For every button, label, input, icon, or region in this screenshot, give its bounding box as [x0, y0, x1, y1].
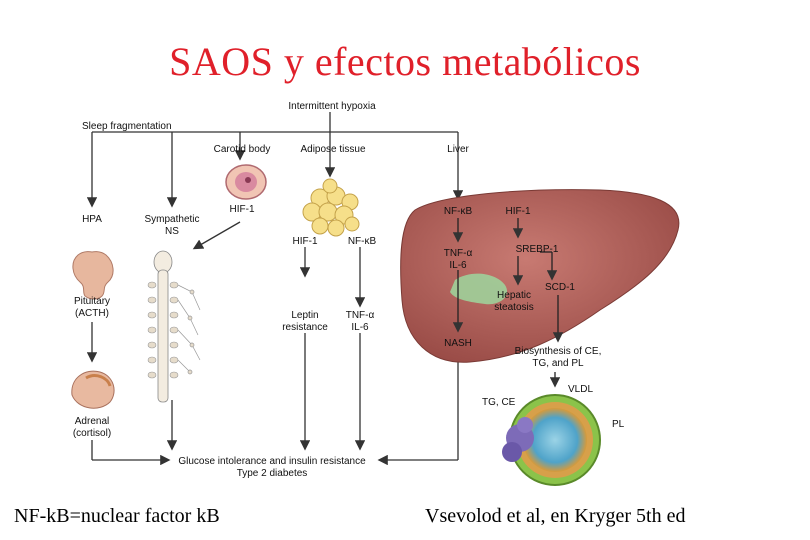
adipose-hif1-label: HIF-1 — [292, 236, 318, 247]
liver-nfkb-label: NF-κB — [443, 206, 473, 217]
liver-label: Liver — [447, 144, 469, 155]
leptin-label-line2: resistance — [282, 322, 328, 333]
footnote-abbreviation: NF-kB=nuclear factor kB — [14, 505, 220, 527]
glucose-intolerance-label: Glucose intolerance and insulin resistance — [178, 456, 366, 467]
source-citation: Vsevolod et al, en Kryger 5th ed — [425, 505, 686, 527]
leptin-label-line1: Leptin — [291, 310, 319, 321]
pituitary-label-line1: Pituitary — [73, 296, 111, 307]
sympathetic-label-line2: NS — [165, 226, 179, 237]
liver-illustration — [401, 190, 679, 363]
vldl-label: VLDL — [568, 384, 594, 395]
scd1-label: SCD-1 — [544, 282, 576, 293]
carotid-body-illustration — [226, 165, 266, 199]
tnf-adipose-label-line1: TNF-α — [345, 310, 375, 321]
liver-hif1-label: HIF-1 — [505, 206, 531, 217]
hepatic-steatosis-label-line2: steatosis — [494, 302, 534, 313]
tnf-adipose-label-line2: IL-6 — [351, 322, 369, 333]
vldl-particle-illustration — [502, 395, 600, 485]
biosynthesis-label-line2: TG, and PL — [532, 358, 584, 369]
nash-label: NASH — [444, 338, 472, 349]
pituitary-label-line2: (ACTH) — [75, 308, 109, 319]
type2-diabetes-label: Type 2 diabetes — [236, 468, 308, 479]
pl-label: PL — [612, 419, 625, 430]
carotid-body-label: Carotid body — [213, 144, 271, 155]
adrenal-label-line2: (cortisol) — [72, 428, 112, 439]
sympathetic-ns-illustration — [148, 251, 200, 402]
hif1-carotid-label: HIF-1 — [229, 204, 255, 215]
adipose-nfkb-label: NF-κB — [347, 236, 377, 247]
liver-tnf-label-line1: TNF-α — [443, 248, 473, 259]
adrenal-illustration — [72, 371, 114, 408]
tg-ce-label: TG, CE — [482, 397, 516, 408]
biosynthesis-label-line1: Biosynthesis of CE, — [514, 346, 602, 357]
adipose-tissue-label: Adipose tissue — [300, 144, 366, 155]
adrenal-label-line1: Adrenal — [74, 416, 110, 427]
liver-tnf-label-line2: IL-6 — [449, 260, 467, 271]
hpa-label: HPA — [82, 214, 102, 225]
sleep-fragmentation-label: Sleep fragmentation — [82, 121, 172, 132]
adipose-cells-illustration — [303, 179, 359, 236]
intermittent-hypoxia-label: Intermittent hypoxia — [288, 101, 376, 112]
pituitary-illustration — [73, 252, 113, 299]
hepatic-steatosis-label-line1: Hepatic — [497, 290, 531, 301]
sympathetic-label-line1: Sympathetic — [144, 214, 200, 225]
srebp1-label: SREBP-1 — [515, 244, 559, 255]
page-title: SAOS y efectos metabólicos — [169, 39, 641, 84]
